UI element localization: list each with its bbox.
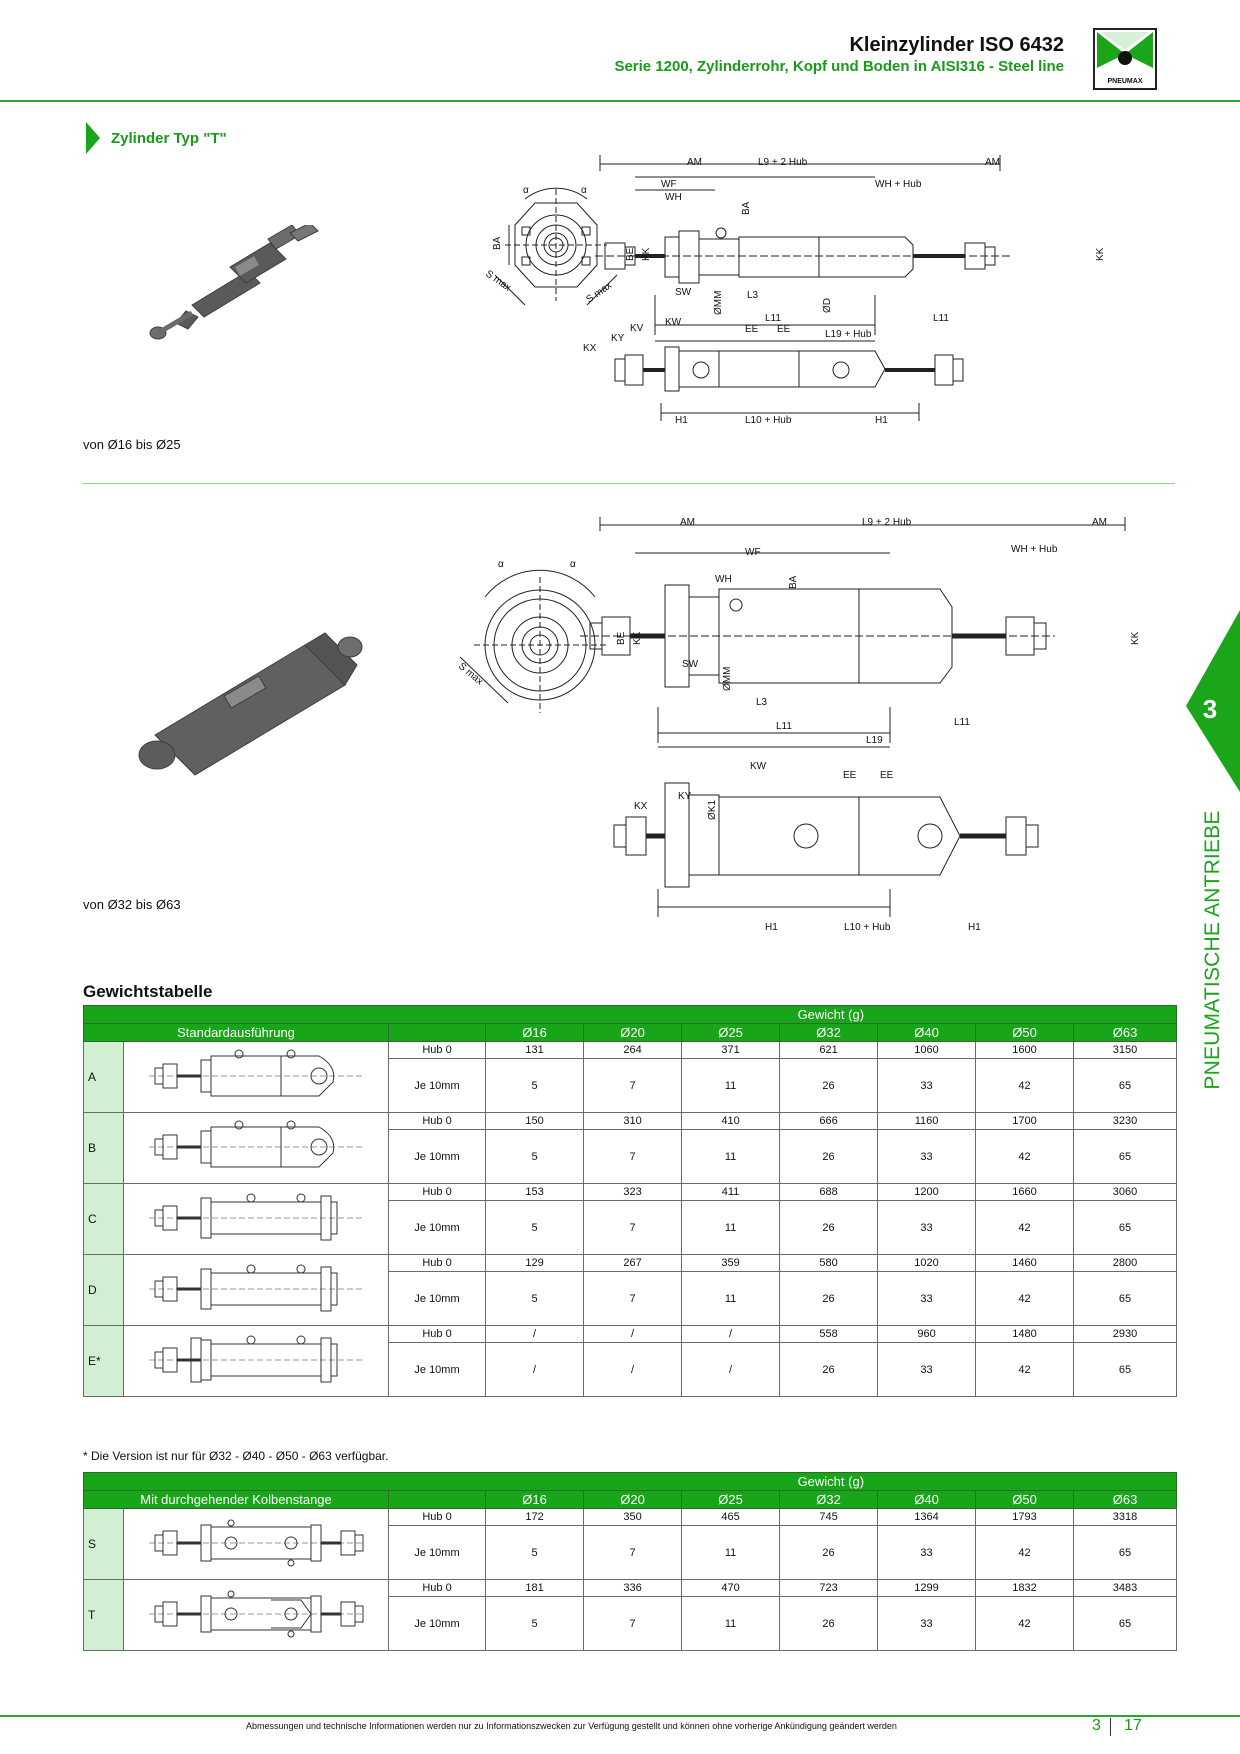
- section-arrow-icon: [86, 122, 100, 154]
- label2-k1: ØK1: [707, 799, 718, 820]
- weight-hub0-cell: 1700: [976, 1113, 1074, 1130]
- label2-l9: L9 + 2 Hub: [862, 517, 912, 528]
- weight-per10mm-cell: 5: [486, 1526, 584, 1580]
- weight-per10mm-cell: 7: [584, 1130, 682, 1184]
- variant-image: [124, 1184, 389, 1255]
- caption-large-bore: von Ø32 bis Ø63: [83, 897, 181, 912]
- weight-per10mm-cell: 26: [780, 1343, 878, 1397]
- label-smax2: S max: [456, 660, 485, 688]
- row-je10-label: Je 10mm: [389, 1597, 486, 1651]
- label2-be: BE: [616, 631, 627, 645]
- footer-rule: [0, 1715, 1240, 1717]
- weight-per10mm-cell: 7: [584, 1201, 682, 1255]
- weight-hub0-cell: 3318: [1074, 1509, 1177, 1526]
- label-ba-end: BA: [492, 236, 503, 250]
- weight-hub0-cell: 350: [584, 1509, 682, 1526]
- weight-per10mm-cell: 26: [780, 1059, 878, 1113]
- weight-hub0-cell: 411: [682, 1184, 780, 1201]
- weight-per10mm-cell: 5: [486, 1597, 584, 1651]
- label2-ee-1: EE: [843, 770, 857, 781]
- footer-page-number: 17: [1124, 1717, 1142, 1734]
- weight-hub0-cell: 745: [780, 1509, 878, 1526]
- row-je10-label: Je 10mm: [389, 1526, 486, 1580]
- label-am-right: AM: [985, 157, 1000, 168]
- weight-per10mm-cell: 65: [1074, 1272, 1177, 1326]
- caption-small-bore: von Ø16 bis Ø25: [83, 437, 181, 452]
- weight-hub0-cell: 371: [682, 1042, 780, 1059]
- row-hub0-label: Hub 0: [389, 1184, 486, 1201]
- label2-h1-left: H1: [765, 922, 778, 933]
- cylinder-photo-small: [140, 225, 350, 355]
- size-header: Ø25: [682, 1491, 780, 1509]
- weight-hub0-cell: 1060: [878, 1042, 976, 1059]
- weight-hub0-cell: 3150: [1074, 1042, 1177, 1059]
- label-wf: WF: [661, 179, 677, 190]
- weight-per10mm-cell: 11: [682, 1272, 780, 1326]
- size-header: Ø20: [584, 1024, 682, 1042]
- label2-am-right: AM: [1092, 517, 1107, 528]
- label2-l10: L10 + Hub: [844, 922, 891, 933]
- weight-per10mm-cell: 7: [584, 1597, 682, 1651]
- label2-l3: L3: [756, 697, 768, 708]
- label-alpha-left: α: [523, 185, 529, 196]
- label2-kk-right: KK: [1130, 631, 1141, 645]
- weight-per10mm-cell: /: [486, 1343, 584, 1397]
- weight-hub0-cell: 1480: [976, 1326, 1074, 1343]
- weight-hub0-cell: 3060: [1074, 1184, 1177, 1201]
- size-header: Ø50: [976, 1491, 1074, 1509]
- weight-per10mm-cell: 11: [682, 1059, 780, 1113]
- label-be: BE: [625, 247, 636, 261]
- row-je10-label: Je 10mm: [389, 1059, 486, 1113]
- variant-image: [124, 1113, 389, 1184]
- size-header: Ø40: [878, 1491, 976, 1509]
- label2-l11-right: L11: [954, 717, 970, 728]
- variant-image: [124, 1255, 389, 1326]
- weight-per10mm-cell: 11: [682, 1526, 780, 1580]
- variant-image: [124, 1580, 389, 1651]
- weight-per10mm-cell: 33: [878, 1201, 976, 1255]
- weight-hub0-cell: 2930: [1074, 1326, 1177, 1343]
- row-je10-label: Je 10mm: [389, 1343, 486, 1397]
- weight-per10mm-cell: 26: [780, 1526, 878, 1580]
- weight-hub0-cell: 1660: [976, 1184, 1074, 1201]
- label2-l19: L19: [866, 735, 883, 746]
- row-hub0-label: Hub 0: [389, 1509, 486, 1526]
- weight-per10mm-cell: 26: [780, 1272, 878, 1326]
- size-header: Ø20: [584, 1491, 682, 1509]
- variant-label: C: [84, 1184, 124, 1255]
- label2-mm: ØMM: [722, 666, 733, 691]
- weight-hub0-cell: 1364: [878, 1509, 976, 1526]
- variant-label: D: [84, 1255, 124, 1326]
- footer-separator: [1110, 1718, 1111, 1736]
- label-kk-right: KK: [1095, 247, 1106, 261]
- label-ee-1: EE: [745, 324, 759, 335]
- weight-hub0-cell: 688: [780, 1184, 878, 1201]
- weight-hub0-cell: 470: [682, 1580, 780, 1597]
- variant-image: [124, 1042, 389, 1113]
- weight-hub0-cell: 465: [682, 1509, 780, 1526]
- through-label: Mit durchgehender Kolbenstange: [84, 1491, 389, 1509]
- weight-per10mm-cell: 26: [780, 1201, 878, 1255]
- label-h1-left: H1: [675, 415, 688, 426]
- cylinder-variant-drawing: [141, 1330, 371, 1390]
- size-header: Ø50: [976, 1024, 1074, 1042]
- page-subtitle: Serie 1200, Zylinderrohr, Kopf und Boden in AISI316 - Steel line: [614, 58, 1064, 75]
- label-sw: SW: [675, 287, 692, 298]
- weight-per10mm-cell: 65: [1074, 1343, 1177, 1397]
- weight-hub0-cell: 3230: [1074, 1113, 1177, 1130]
- header-rule: [0, 100, 1240, 102]
- label-h1-right: H1: [875, 415, 888, 426]
- size-header: Ø25: [682, 1024, 780, 1042]
- weight-per10mm-cell: 33: [878, 1272, 976, 1326]
- weight-hub0-cell: 1832: [976, 1580, 1074, 1597]
- label-ky: KY: [611, 333, 625, 344]
- group-header: Gewicht (g): [486, 1473, 1177, 1491]
- weight-per10mm-cell: 11: [682, 1597, 780, 1651]
- weight-per10mm-cell: 11: [682, 1201, 780, 1255]
- label-wh-hub: WH + Hub: [875, 179, 922, 190]
- weight-hub0-cell: 580: [780, 1255, 878, 1272]
- label2-ba: BA: [788, 575, 799, 589]
- weight-per10mm-cell: 42: [976, 1526, 1074, 1580]
- size-header: Ø16: [486, 1024, 584, 1042]
- dimension-drawing-large: [440, 517, 1145, 937]
- weight-hub0-cell: 1460: [976, 1255, 1074, 1272]
- weight-hub0-cell: 960: [878, 1326, 976, 1343]
- weight-hub0-cell: 310: [584, 1113, 682, 1130]
- label2-am-left: AM: [680, 517, 695, 528]
- weight-hub0-cell: 336: [584, 1580, 682, 1597]
- row-hub0-label: Hub 0: [389, 1042, 486, 1059]
- weight-per10mm-cell: 42: [976, 1343, 1074, 1397]
- variant-image: [124, 1326, 389, 1397]
- weight-per10mm-cell: 65: [1074, 1059, 1177, 1113]
- variant-label: B: [84, 1113, 124, 1184]
- weight-hub0-cell: 153: [486, 1184, 584, 1201]
- weight-per10mm-cell: 7: [584, 1059, 682, 1113]
- cylinder-variant-drawing: [141, 1188, 371, 1248]
- weight-hub0-cell: 2800: [1074, 1255, 1177, 1272]
- weight-hub0-cell: 1793: [976, 1509, 1074, 1526]
- weight-per10mm-cell: 7: [584, 1526, 682, 1580]
- weight-per10mm-cell: 65: [1074, 1597, 1177, 1651]
- weight-hub0-cell: 264: [584, 1042, 682, 1059]
- weight-hub0-cell: 181: [486, 1580, 584, 1597]
- row-je10-label: Je 10mm: [389, 1130, 486, 1184]
- label-l10: L10 + Hub: [745, 415, 792, 426]
- cylinder-variant-drawing: [141, 1046, 371, 1106]
- weight-hub0-cell: 621: [780, 1042, 878, 1059]
- label-smax-right: S max: [584, 280, 614, 306]
- row-hub0-label: Hub 0: [389, 1326, 486, 1343]
- weight-hub0-cell: 1600: [976, 1042, 1074, 1059]
- label2-kw: KW: [750, 761, 767, 772]
- label2-wh-hub: WH + Hub: [1011, 544, 1058, 555]
- label2-wh: WH: [715, 574, 732, 585]
- weight-per10mm-cell: /: [584, 1343, 682, 1397]
- label-l19-hub: L19 + Hub: [825, 329, 872, 340]
- weight-per10mm-cell: 26: [780, 1597, 878, 1651]
- weight-per10mm-cell: 42: [976, 1130, 1074, 1184]
- weight-hub0-cell: 1020: [878, 1255, 976, 1272]
- cylinder-variant-drawing: [141, 1117, 371, 1177]
- weight-hub0-cell: 410: [682, 1113, 780, 1130]
- row-hub0-label: Hub 0: [389, 1580, 486, 1597]
- weight-per10mm-cell: 33: [878, 1130, 976, 1184]
- row-hub0-label: Hub 0: [389, 1255, 486, 1272]
- section-divider: [83, 483, 1175, 484]
- label-kv: KV: [630, 323, 644, 334]
- weight-per10mm-cell: 5: [486, 1201, 584, 1255]
- weight-per10mm-cell: 42: [976, 1201, 1074, 1255]
- section-title: Zylinder Typ "T": [111, 130, 227, 147]
- weight-per10mm-cell: 42: [976, 1597, 1074, 1651]
- label-kw: KW: [665, 317, 682, 328]
- label-ba-side: BA: [741, 201, 752, 215]
- label2-ee-2: EE: [880, 770, 894, 781]
- logo-text: PNEUMAX: [1107, 78, 1143, 85]
- size-header: Ø63: [1074, 1024, 1177, 1042]
- label2-wf: WF: [745, 547, 761, 558]
- weight-hub0-cell: /: [584, 1326, 682, 1343]
- label-d: ØD: [822, 298, 833, 313]
- size-header: Ø32: [780, 1024, 878, 1042]
- variant-label: T: [84, 1580, 124, 1651]
- weight-per10mm-cell: 42: [976, 1059, 1074, 1113]
- label-l11-left: L11: [765, 313, 781, 324]
- label-am-left: AM: [687, 157, 702, 168]
- variant-label: E*: [84, 1326, 124, 1397]
- weight-per10mm-cell: 65: [1074, 1130, 1177, 1184]
- cylinder-variant-drawing: [141, 1584, 371, 1644]
- weight-hub0-cell: 1299: [878, 1580, 976, 1597]
- label-l9: L9 + 2 Hub: [758, 157, 808, 168]
- std-label: Standardausführung: [84, 1024, 389, 1042]
- label-mm: ØMM: [713, 290, 724, 315]
- weight-hub0-cell: 558: [780, 1326, 878, 1343]
- label-smax-left: S max: [483, 268, 513, 294]
- weight-table-through-rod: [83, 1472, 1177, 1651]
- weight-per10mm-cell: 65: [1074, 1526, 1177, 1580]
- weight-per10mm-cell: 7: [584, 1272, 682, 1326]
- weight-hub0-cell: 3483: [1074, 1580, 1177, 1597]
- weight-hub0-cell: /: [486, 1326, 584, 1343]
- size-header: Ø63: [1074, 1491, 1177, 1509]
- label2-kx: KX: [634, 801, 648, 812]
- weight-hub0-cell: 150: [486, 1113, 584, 1130]
- footnote: * Die Version ist nur für Ø32 - Ø40 - Ø50 - Ø63 verfügbar.: [83, 1449, 389, 1463]
- row-je10-label: Je 10mm: [389, 1272, 486, 1326]
- weight-hub0-cell: 1160: [878, 1113, 976, 1130]
- label2-l11-left: L11: [776, 721, 792, 732]
- weight-table-heading: Gewichtstabelle: [83, 982, 213, 1001]
- group-header: Gewicht (g): [486, 1006, 1177, 1024]
- weight-hub0-cell: /: [682, 1326, 780, 1343]
- label2-sw: SW: [682, 659, 699, 670]
- label2-kk-left: KK: [632, 631, 643, 645]
- chapter-tab-number: 3: [1202, 694, 1218, 724]
- pneumax-logo: [1093, 28, 1157, 90]
- label-alpha2-right: α: [570, 559, 576, 570]
- weight-hub0-cell: 666: [780, 1113, 878, 1130]
- row-je10-label: Je 10mm: [389, 1201, 486, 1255]
- size-header: Ø16: [486, 1491, 584, 1509]
- label-alpha2-left: α: [498, 559, 504, 570]
- weight-per10mm-cell: 33: [878, 1059, 976, 1113]
- weight-hub0-cell: 267: [584, 1255, 682, 1272]
- cylinder-variant-drawing: [141, 1513, 371, 1573]
- weight-per10mm-cell: 33: [878, 1343, 976, 1397]
- weight-table-standard: [83, 1005, 1177, 1397]
- label-kx: KX: [583, 343, 597, 354]
- weight-per10mm-cell: 65: [1074, 1201, 1177, 1255]
- row-hub0-label: Hub 0: [389, 1113, 486, 1130]
- weight-per10mm-cell: 33: [878, 1526, 976, 1580]
- variant-label: A: [84, 1042, 124, 1113]
- footer-chapter: 3: [1092, 1717, 1101, 1734]
- cylinder-variant-drawing: [141, 1259, 371, 1319]
- variant-image: [124, 1509, 389, 1580]
- cylinder-photo-large: [125, 625, 375, 785]
- weight-hub0-cell: 359: [682, 1255, 780, 1272]
- label-wh: WH: [665, 192, 682, 203]
- label-l3: L3: [747, 290, 759, 301]
- label-alpha-right: α: [581, 185, 587, 196]
- variant-label: S: [84, 1509, 124, 1580]
- weight-per10mm-cell: 5: [486, 1130, 584, 1184]
- chapter-tab-text: PNEUMATISCHE ANTRIEBE: [1201, 810, 1224, 1090]
- size-header: Ø40: [878, 1024, 976, 1042]
- weight-hub0-cell: 323: [584, 1184, 682, 1201]
- weight-hub0-cell: 131: [486, 1042, 584, 1059]
- weight-per10mm-cell: /: [682, 1343, 780, 1397]
- size-header: Ø32: [780, 1491, 878, 1509]
- weight-hub0-cell: 1200: [878, 1184, 976, 1201]
- weight-hub0-cell: 129: [486, 1255, 584, 1272]
- label2-ky: KY: [678, 791, 692, 802]
- chapter-tab: [1186, 610, 1240, 792]
- dimension-drawing-small: [465, 155, 1125, 475]
- weight-per10mm-cell: 5: [486, 1272, 584, 1326]
- footer-disclaimer: Abmessungen und technische Informationen werden nur zu Informationszwecken zur Verfügung gestellt und können ohne vorherige Ankündigung geändert werden: [246, 1721, 897, 1731]
- weight-per10mm-cell: 42: [976, 1272, 1074, 1326]
- weight-per10mm-cell: 26: [780, 1130, 878, 1184]
- label-kk-left: KK: [641, 247, 652, 261]
- weight-per10mm-cell: 11: [682, 1130, 780, 1184]
- weight-per10mm-cell: 5: [486, 1059, 584, 1113]
- label-l11-right: L11: [933, 313, 949, 324]
- weight-per10mm-cell: 33: [878, 1597, 976, 1651]
- page-title: Kleinzylinder ISO 6432: [849, 34, 1064, 56]
- label-ee-2: EE: [777, 324, 791, 335]
- label2-h1-right: H1: [968, 922, 981, 933]
- weight-hub0-cell: 172: [486, 1509, 584, 1526]
- weight-hub0-cell: 723: [780, 1580, 878, 1597]
